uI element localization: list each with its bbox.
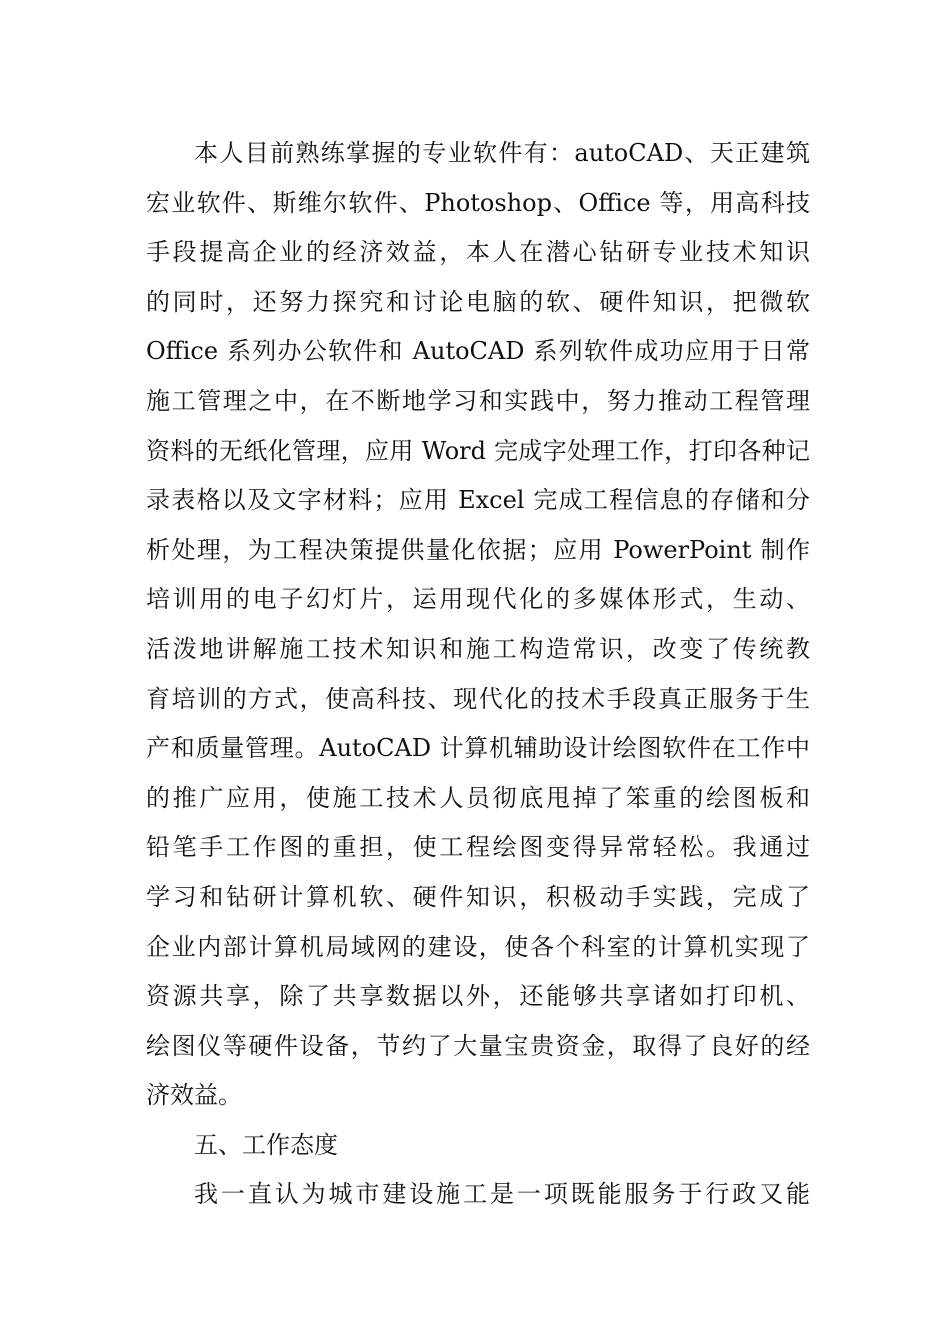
paragraph-line: 培训用的电子幻灯片，运用现代化的多媒体形式，生动、 xyxy=(146,585,810,614)
document-body xyxy=(146,129,810,1220)
paragraph-line: 学习和钻研计算机软、硬件知识，积极动手实践，完成了 xyxy=(146,882,810,911)
paragraph-line: 析处理，为工程决策提供量化依据；应用 PowerPoint 制作 xyxy=(146,535,810,564)
paragraph-line: 的同时，还努力探究和讨论电脑的软、硬件知识，把微软 xyxy=(146,287,810,316)
paragraph-line: 济效益。 xyxy=(146,1081,242,1110)
paragraph-line: 手段提高企业的经济效益，本人在潜心钻研专业技术知识 xyxy=(146,238,810,267)
paragraph-line: 资料的无纸化管理，应用 Word 完成字处理工作，打印各种记 xyxy=(146,436,810,465)
paragraph-line: 产和质量管理。AutoCAD 计算机辅助设计绘图软件在工作中 xyxy=(146,734,810,763)
paragraph-line: 铅笔手工作图的重担，使工程绘图变得异常轻松。我通过 xyxy=(146,833,810,862)
paragraph-line: 绘图仪等硬件设备，节约了大量宝贵资金，取得了良好的经 xyxy=(146,1031,810,1060)
paragraph-line: 宏业软件、斯维尔软件、Photoshop、Office 等，用高科技 xyxy=(146,188,810,217)
paragraph-line: 企业内部计算机局域网的建设，使各个科室的计算机实现了 xyxy=(146,932,810,961)
paragraph-line: 的推广应用，使施工技术人员彻底甩掉了笨重的绘图板和 xyxy=(146,783,810,812)
paragraph-line: 活泼地讲解施工技术知识和施工构造常识，改变了传统教 xyxy=(146,634,810,663)
paragraph-line: 我一直认为城市建设施工是一项既能服务于行政又能 xyxy=(194,1180,810,1209)
paragraph-line: 资源共享，除了共享数据以外，还能够共享诸如打印机、 xyxy=(146,982,810,1011)
paragraph-line: 录表格以及文字材料；应用 Excel 完成工程信息的存储和分 xyxy=(146,486,810,515)
paragraph-line: Office 系列办公软件和 AutoCAD 系列软件成功应用于日常 xyxy=(146,337,810,366)
paragraph-line: 育培训的方式，使高科技、现代化的技术手段真正服务于生 xyxy=(146,684,810,713)
section-heading: 五、工作态度 xyxy=(194,1130,338,1159)
paragraph-line: 本人目前熟练掌握的专业软件有：autoCAD、天正建筑 xyxy=(194,139,810,167)
paragraph-line: 施工管理之中，在不断地学习和实践中，努力推动工程管理 xyxy=(146,386,810,415)
